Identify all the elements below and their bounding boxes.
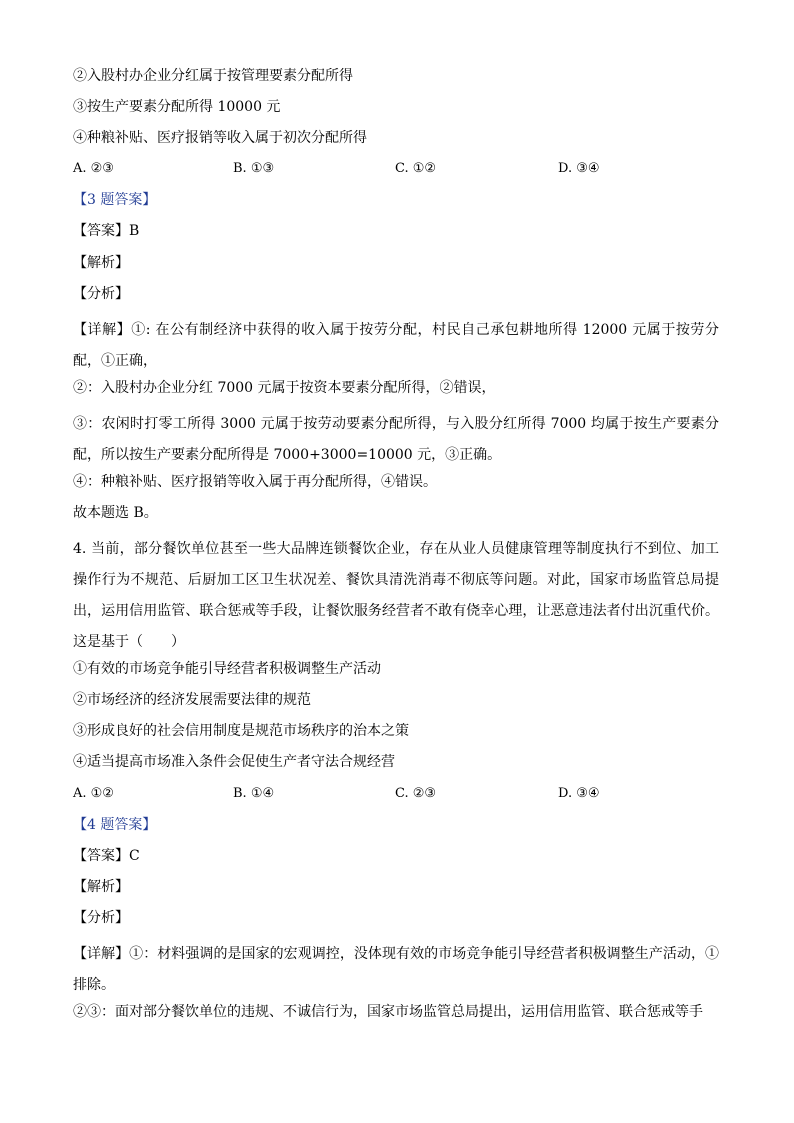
- q3-detail-1: 【详解】①: 在公有制经济中获得的收入属于按劳分配，村民自己承包耕地所得 12000 元属于按劳分配，①正确，: [73, 322, 719, 369]
- q4-options: [73, 784, 723, 804]
- q3-fenxi-header: 【分析】: [73, 286, 129, 302]
- q3-option-a: A. ②③: [73, 161, 114, 176]
- q3-answer-header: 【3 题答案】: [73, 192, 157, 208]
- q3-answer: 【答案】B: [73, 223, 140, 239]
- q4-analysis-header: 【解析】: [73, 879, 129, 895]
- q4-option-b: B. ①④: [233, 786, 275, 801]
- q4-question: 4. 当前，部分餐饮单位甚至一些大品牌连锁餐饮企业，存在从业人员健康管理等制度执行不到位、加工操作行为不规范、后厨加工区卫生状况差、餐饮具清洗消毒不彻底等问题。对此，国家市场监管总局提出，运用信用监管、联合惩戒等手段，让餐饮服务经营者不敢有侥幸心理，让恶意违法者付出沉重代价。这是基于（ ）: [73, 541, 719, 650]
- q3-option-d: D. ③④: [558, 161, 600, 176]
- q3-detail-3: ③：农闲时打零工所得 3000 元属于按劳动要素分配所得，与入股分红所得 7000 均属于按生产要素分配，所以按生产要素分配所得是 7000+3000=10000 元，③正确。: [73, 416, 719, 463]
- q3-options: [73, 159, 723, 179]
- q4-fenxi-header: 【分析】: [73, 910, 129, 926]
- q4-answer: 【答案】C: [73, 848, 140, 864]
- q4-option-a: A. ①②: [73, 786, 114, 801]
- q4-statement-2: ②市场经济的经济发展需要法律的规范: [73, 692, 311, 708]
- q4-option-d: D. ③④: [558, 786, 600, 801]
- q3-statement-4: ④种粮补贴、医疗报销等收入属于初次分配所得: [73, 130, 367, 146]
- q4-statement-4: ④适当提高市场准入条件会促使生产者守法合规经营: [73, 754, 395, 770]
- q4-detail-2: ②③：面对部分餐饮单位的违规、不诚信行为，国家市场监管总局提出，运用信用监管、联合惩戒等手: [73, 1004, 703, 1020]
- q4-option-c: C. ②③: [395, 786, 437, 801]
- q4-detail-1: 【详解】①：材料强调的是国家的宏观调控，没体现有效的市场竞争能引导经营者积极调整生产活动，①排除。: [73, 946, 719, 993]
- q3-analysis-header: 【解析】: [73, 255, 129, 271]
- q3-detail-4: ④：种粮补贴、医疗报销等收入属于再分配所得，④错误。: [73, 474, 437, 490]
- q3-statement-3: ③按生产要素分配所得 10000 元: [73, 99, 281, 115]
- q3-option-b: B. ①③: [233, 161, 275, 176]
- q3-option-c: C. ①②: [395, 161, 437, 176]
- q4-answer-header: 【4 题答案】: [73, 817, 157, 833]
- q4-statement-1: ①有效的市场竞争能引导经营者积极调整生产活动: [73, 661, 381, 677]
- q4-statement-3: ③形成良好的社会信用制度是规范市场秩序的治本之策: [73, 723, 409, 739]
- q3-conclusion: 故本题选 B。: [73, 505, 158, 521]
- q3-statement-2: ②入股村办企业分红属于按管理要素分配所得: [73, 68, 353, 84]
- q3-detail-2: ②：入股村办企业分红 7000 元属于按资本要素分配所得，②错误，: [73, 380, 496, 396]
